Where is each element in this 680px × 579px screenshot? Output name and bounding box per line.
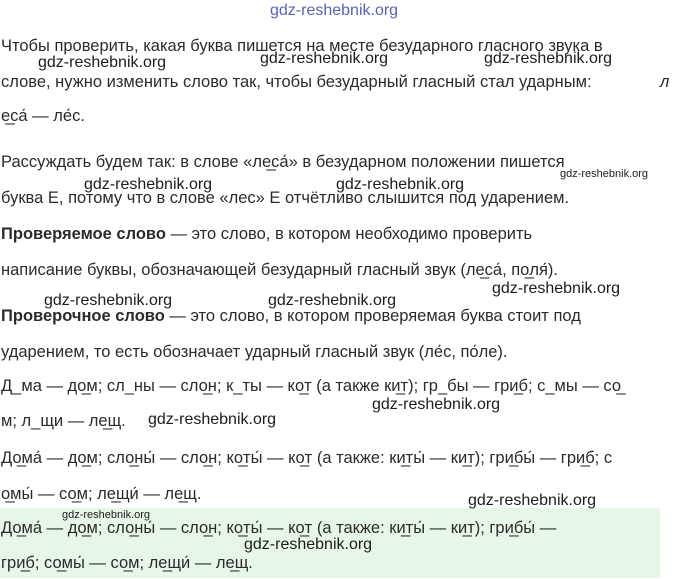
text-line: буква Е, потому что в слове «лес» Е отчётливо слышится под ударением.: [1, 189, 570, 207]
watermark: gdz-reshebnik.org: [84, 176, 213, 193]
watermark: gdz-reshebnik.org: [44, 292, 173, 309]
watermark: gdz-reshebnik.org: [260, 50, 389, 67]
watermark: gdz-reshebnik.org: [468, 492, 597, 509]
watermark: gdz-reshebnik.org: [62, 509, 151, 521]
text-line: Проверяемое слово — это слово, в котором необходимо проверить: [1, 225, 533, 243]
text-line: Проверочное слово — это слово, в котором проверяемая буква стоит под: [1, 307, 581, 325]
text-line: Чтобы проверить, какая буква пишется на месте безударного гласного звука в: [1, 37, 603, 55]
text-line: м; л_щи — ле̲щ.: [1, 412, 126, 430]
text-line: Д_ма — до̲м; сл_ны — сло̲н; к_ты — ко̲т (а также ки̲т); гр_бы — гри̲б; с_мы — со̲: [1, 377, 622, 395]
watermark: gdz-reshebnik.org: [560, 168, 649, 180]
text-line: е̲са́ — ле́с.: [1, 107, 85, 125]
text-line: написание буквы, обозначающей безударный гласный звук (ле̲са́, по̲ля́).: [1, 261, 558, 279]
watermark: gdz-reshebnik.org: [492, 280, 621, 297]
watermark: gdz-reshebnik.org: [148, 411, 277, 428]
term-proveryaemoe: Проверяемое слово: [1, 225, 166, 243]
answer-line: До̲ма́ — до̲м; сло̲ны́ — сло̲н; ко̲ты́ — ко̲т (а также: ки̲ты́ — ки̲т); гри̲бы́ —: [1, 519, 557, 537]
watermark: gdz-reshebnik.org: [484, 50, 613, 67]
watermark: gdz-reshebnik.org: [244, 536, 373, 553]
text-line: До̲ма́ — до̲м; сло̲ны́ — сло̲н; ко̲ты́ — ко̲т (а также: ки̲ты́ — ки̲т); гри̲бы́ — гри̲б; с: [1, 449, 613, 467]
watermark: gdz-reshebnik.org: [372, 396, 501, 413]
text-line: Рассуждать будем так: в слове «ле̲са́» в безударном положении пишется: [1, 153, 565, 171]
watermark-top: gdz-reshebnik.org: [270, 2, 399, 19]
watermark: gdz-reshebnik.org: [336, 176, 465, 193]
text-line: ударением, то есть обозначает ударный гласный звук (ле́с, по́ле).: [1, 343, 508, 361]
watermark: gdz-reshebnik.org: [38, 54, 167, 71]
answer-line: гри̲б; со̲мы́ — со̲м; ле̲щи́ — ле̲щ.: [1, 554, 253, 572]
watermark: gdz-reshebnik.org: [268, 292, 397, 309]
text-line: о̲мы́ — со̲м; ле̲щи́ — ле̲щ.: [1, 485, 202, 503]
term-proverochnoe: Проверочное слово: [1, 307, 165, 325]
text-line: слове, нужно изменить слово так, чтобы безударный гласный стал ударным: л: [1, 73, 670, 91]
